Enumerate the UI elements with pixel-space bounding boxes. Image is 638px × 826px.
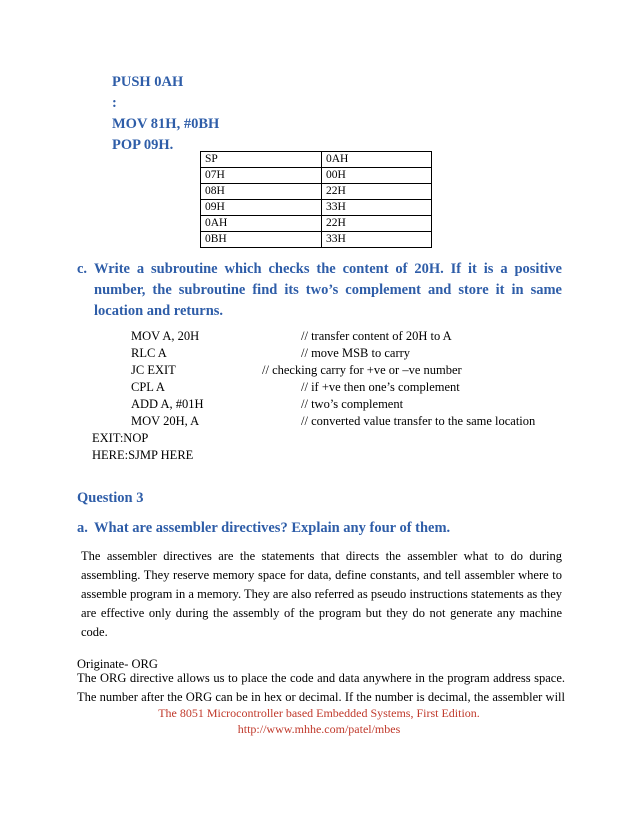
asm-instr: CPL A [131,380,165,394]
asm-comment: // if +ve then one’s complement [301,380,460,394]
part-a-marker: a. [77,520,88,536]
code-line-ellipsis: : [112,95,117,111]
table-cell: 33H [322,232,432,248]
table-row [201,152,432,168]
table-cell: 08H [201,184,322,200]
part-c-line-1: Write a subroutine which checks the content of 20H. If it is a positive [94,261,562,277]
table-cell: 0BH [201,232,322,248]
para1-line-2: assembling. They reserve memory space for data, define constants, and tell assembler where to [81,568,562,582]
asm-comment: // transfer content of 20H to A [301,329,452,343]
table-row [201,168,432,184]
table-row [201,232,432,248]
part-c-line-2: number, the subroutine find its two’s complement and store it in same [94,282,562,298]
para1-line-5: code. [81,625,108,639]
footer-book-title: The 8051 Microcontroller based Embedded Systems, First Edition. [158,706,480,720]
question-heading: Question 3 [77,490,144,506]
table-cell: 0AH [201,216,322,232]
table-cell: 33H [322,200,432,216]
part-c-marker: c. [77,261,88,277]
table-cell: 07H [201,168,322,184]
asm-instr: RLC A [131,346,167,360]
part-c-line-3: location and returns. [94,303,224,319]
table-cell: 09H [201,200,322,216]
asm-instr: JC EXIT [131,363,176,377]
table-cell: 0AH [322,152,432,168]
asm-instr: MOV 20H, A [131,414,200,428]
asm-label-exit: EXIT:NOP [92,431,149,445]
table-cell: 22H [322,184,432,200]
table-cell: SP [201,152,322,168]
table-cell: 22H [322,216,432,232]
para1-line-1: The assembler directives are the statements that directs the assembler what to do during [81,549,562,563]
code-line-mov: MOV 81H, #0BH [112,116,220,132]
asm-comment: // converted value transfer to the same location [301,414,536,428]
asm-comment: // move MSB to carry [301,346,411,360]
stack-table [200,151,432,248]
asm-instr: MOV A, 20H [131,329,200,343]
code-line-pop: POP 09H. [112,137,174,153]
para1-line-4: are effective only during the assembly of the program but they do not generate any machine [81,606,562,620]
para1-line-3: assemble program in a memory. They are also referred as pseudo instructions statements as they [81,587,562,601]
asm-label-here: HERE:SJMP HERE [92,448,194,462]
org-title: Originate- ORG [77,657,158,671]
part-a-text: What are assembler directives? Explain any four of them. [94,520,451,536]
table-row [201,216,432,232]
asm-comment: // two’s complement [301,397,404,411]
table-row [201,184,432,200]
asm-comment: // checking carry for +ve or –ve number [262,363,462,377]
footer-url: http://www.mhhe.com/patel/mbes [237,722,401,736]
code-line-push: PUSH 0AH [112,74,184,90]
asm-instr: ADD A, #01H [131,397,204,411]
table-cell: 00H [322,168,432,184]
para2-line-2: The number after the ORG can be in hex or decimal. If the number is decimal, the assembler will [77,690,565,704]
table-row [201,200,432,216]
para2-line-1: The ORG directive allows us to place the code and data anywhere in the program address space. [77,671,565,685]
